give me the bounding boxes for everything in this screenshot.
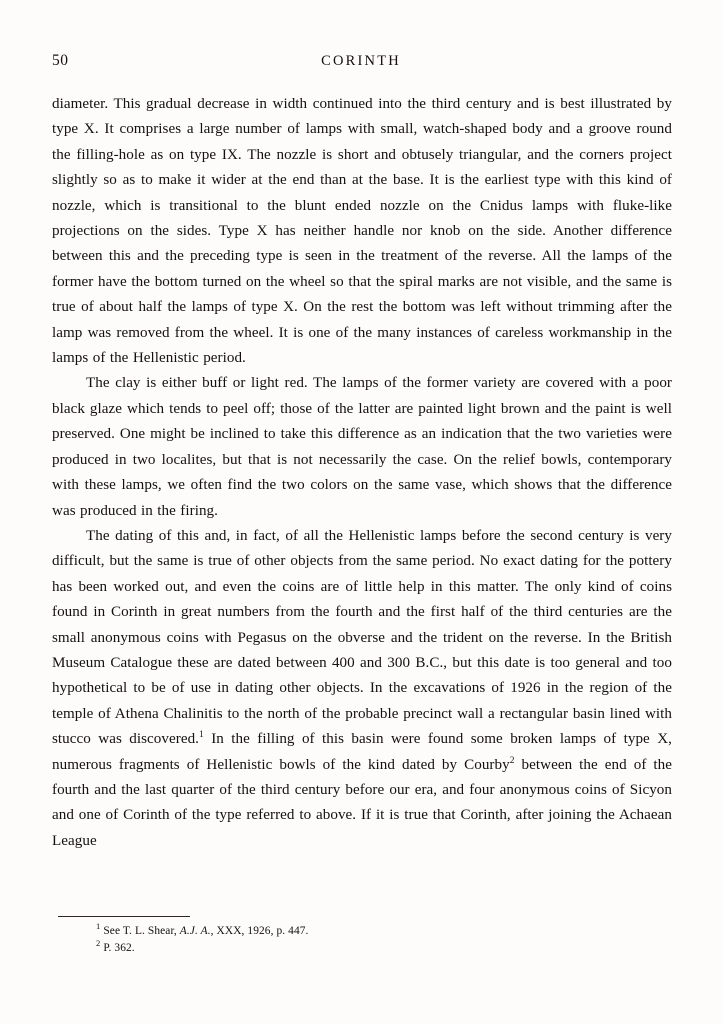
footnote-rule [58, 916, 190, 917]
paragraph-1: diameter. This gradual decrease in width continued into the third century and is best illustrated by type X. It comprises a large number of lamps with small, watch-shaped body and a groove round the filling-hole as on type IX. The nozzle is short and obtusely triangular, and the corners project slightly so as to make it wider at the end than at the base. It is the earliest type with this kind of nozzle, which is transitional to the blunt ended nozzle on the Cnidus lamps with fluke-like projections on the sides. Type X has neither handle nor knob on the side. Another difference between this and the preceding type is seen in the treatment of the reverse. All the lamps of the former have the bottom turned on the wheel so that the spiral marks are not visible, and the same is true of about half the lamps of type X. On the rest the bottom was left without trimming after the lamp was removed from the wheel. It is one of the many instances of careless workmanship in the lamps of the Hellenistic period. [52, 96, 672, 367]
footnote-section [52, 916, 672, 957]
page-number: 50 [52, 52, 69, 69]
paragraph-3 [52, 524, 672, 854]
paragraph-3-part-2: In the filling of this basin were found some broken lamps of type X, numerous fragments of Hellenistic bowls of the kind dated by Courby [52, 731, 672, 773]
running-head: CORINTH [321, 53, 401, 69]
page-header [52, 52, 670, 74]
paragraph-2: The clay is either buff or light red. The lamps of the former variety are covered with a poor black glaze which tends to peel off; those of the latter are painted light brown and the paint is well preserved. One might be inclined to take this difference as an indication that the two varieties were produced in two localites, but that is not necessarily the case. On the relief bowls, contemporary with these lamps, we often find the two colors on the same vase, which shows that the difference was produced in the firing. [52, 375, 672, 519]
footnote-2-text-pre: P. 362. [103, 942, 135, 954]
footnote-marker-2: 2 [509, 755, 515, 766]
paragraph-3-part-3: between the end of the fourth and the last quarter of the third century before our era, and four anonymous coins of Sicyon and one of Corinth of the type referred to above. If it is true that Corinth, after joining the Achaean League [52, 756, 672, 849]
footnote-1-text-italic: A.J. A. [179, 925, 211, 937]
footnote-1 [96, 923, 672, 940]
page-body [52, 92, 672, 854]
footnote-1-text-post: , XXX, 1926, p. 447. [210, 925, 309, 937]
footnote-1-marker: 1 [96, 921, 101, 932]
footnote-marker-1: 1 [199, 730, 204, 741]
footnote-1-text-pre: See T. L. Shear, [103, 925, 180, 937]
paragraph-3-part-1: The dating of this and, in fact, of all the Hellenistic lamps before the second century is very difficult, but the same is true of other objects from the same period. No exact dating for the pottery has been worked out, and even the coins are of little help in this matter. The only kind of coins found in Corinth in great numbers from the fourth and the first half of the third centuries are the small anonymous coins with Pegasus on the obverse and the trident on the reverse. In the British Museum Catalogue these are dated between 400 and 300 B.C., but this date is too general and too hypothetical to be of use in dating other objects. In the excavations of 1926 in the region of the temple of Athena Chalinitis to the north of the probable precinct wall a rectangular basin lined with stucco was discovered. [52, 527, 672, 748]
footnote-2-marker: 2 [96, 938, 101, 949]
footnote-2 [96, 940, 672, 957]
